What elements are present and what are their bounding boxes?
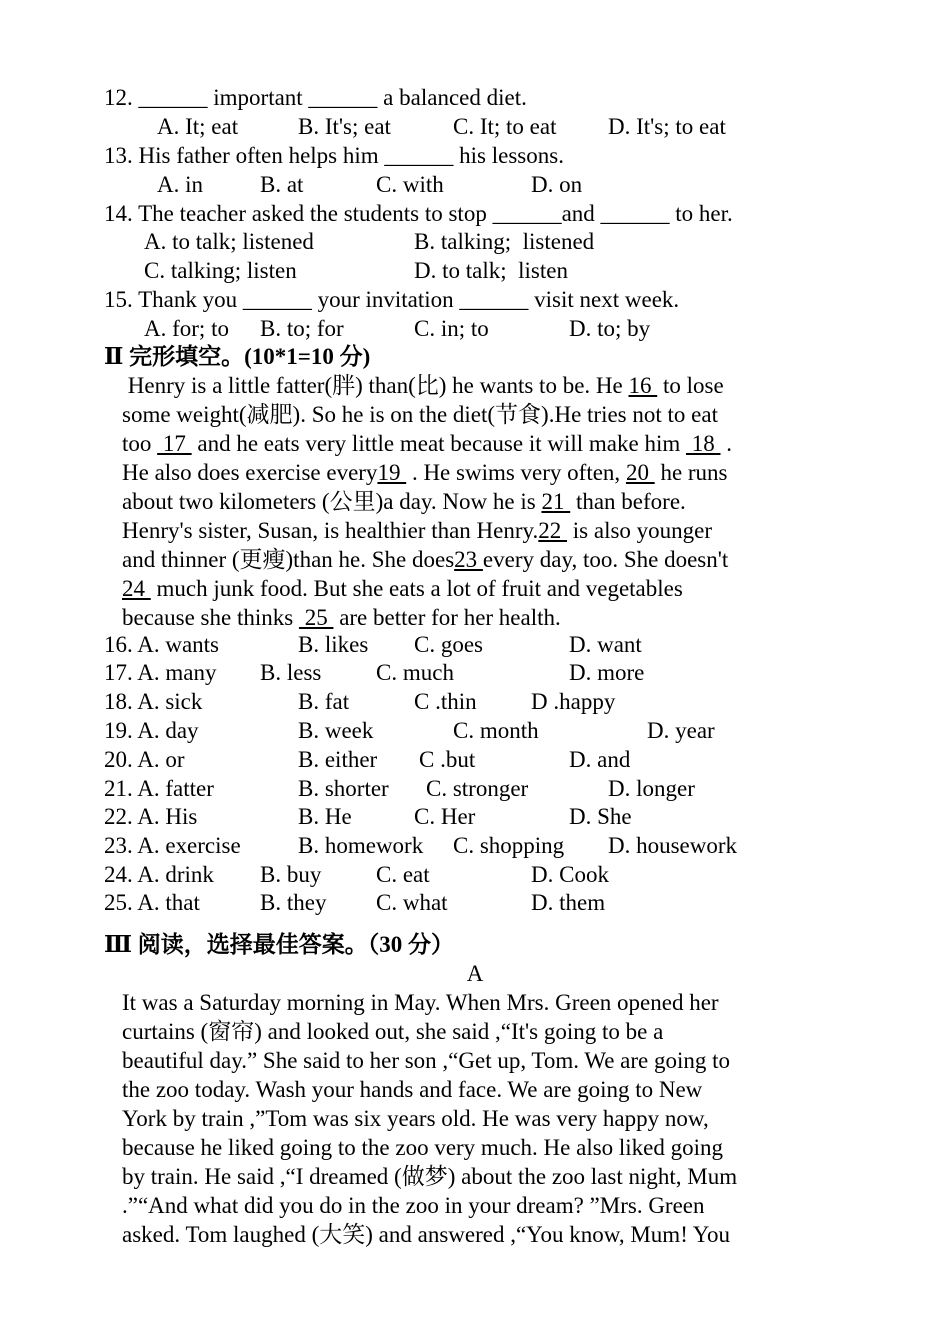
passage-line — [122, 487, 822, 516]
blank-21: 21 — [541, 489, 571, 514]
question-14-option-b: B. talking; listened — [414, 229, 595, 254]
option-16-b: B. likes — [298, 632, 369, 657]
passage-text: much junk food. But she eats a lot of fruit and vegetables — [150, 576, 683, 601]
question-15-stem: 15. Thank you ______ your invitation ______ visit next week. — [104, 287, 680, 312]
question-14-option-d: D. to talk; listen — [414, 258, 568, 283]
passage-line — [122, 545, 822, 574]
section-3-heading: Ⅲ 阅读，选择最佳答案。（30 分） — [104, 932, 455, 957]
passage-text: he runs — [654, 460, 728, 485]
passage-text: Henry is a little fatter(胖) than(比) he wants to be. He — [122, 373, 629, 398]
option-18-b: B. fat — [298, 689, 350, 714]
passage-line — [122, 458, 822, 487]
option-23-b: B. homework — [298, 833, 424, 858]
question-15-option-d: D. to; by — [569, 316, 651, 341]
passage-line: York by train ,”Tom was six years old. He was very happy now, — [122, 1106, 709, 1131]
option-19-b: B. week — [298, 718, 374, 743]
section-2-heading: Ⅱ 完形填空。(10*1=10 分) — [104, 344, 371, 369]
passage-text: . He swims very often, — [406, 460, 626, 485]
question-13-option-b: B. at — [260, 172, 304, 197]
option-16-d: D. want — [569, 632, 642, 657]
reading-passage-a — [122, 988, 822, 1249]
passage-text: than before. — [570, 489, 686, 514]
passage-text: about two kilometers (公里)a day. Now he is — [122, 489, 542, 514]
question-15-option-b: B. to; for — [260, 316, 344, 341]
option-23-c: C. shopping — [453, 833, 565, 858]
passage-line — [122, 400, 822, 429]
passage-text: Henry's sister, Susan, is healthier than Henry. — [122, 518, 539, 543]
blank-24: 24 — [122, 576, 151, 601]
option-17-a: 17. A. many — [104, 660, 217, 685]
question-14-option-a: A. to talk; listened — [144, 229, 314, 254]
option-17-d: D. more — [569, 660, 645, 685]
option-23-d: D. housework — [608, 833, 738, 858]
passage-text: is also younger — [567, 518, 713, 543]
passage-line: the zoo today. Wash your hands and face. We are going to New — [122, 1077, 703, 1102]
option-17-b: B. less — [260, 660, 322, 685]
question-15-option-c: C. in; to — [414, 316, 489, 341]
blank-17: 17 — [157, 431, 192, 456]
option-25-d: D. them — [531, 890, 606, 915]
question-13-option-a: A. in — [157, 172, 203, 197]
blank-20: 20 — [625, 460, 655, 485]
question-13-option-d: D. on — [531, 172, 583, 197]
passage-line: by train. He said ,“I dreamed (做梦) about the zoo last night, Mum — [122, 1164, 738, 1189]
passage-text: some weight(减肥). So he is on the diet(节食).He tries not to eat — [122, 402, 718, 427]
option-16-c: C. goes — [414, 632, 483, 657]
blank-16: 16 — [628, 373, 658, 398]
question-12-option-d: D. It's; to eat — [608, 114, 726, 139]
option-21-a: 21. A. fatter — [104, 776, 214, 801]
option-21-c: C. stronger — [426, 776, 529, 801]
blank-19: 19 — [377, 460, 407, 485]
passage-line: It was a Saturday morning in May. When Mrs. Green opened her — [122, 990, 719, 1015]
option-23-a: 23. A. exercise — [104, 833, 241, 858]
question-14-option-c: C. talking; listen — [144, 258, 297, 283]
option-25-b: B. they — [260, 890, 327, 915]
option-19-a: 19. A. day — [104, 718, 199, 743]
option-19-d: D. year — [647, 718, 715, 743]
option-24-b: B. buy — [260, 862, 322, 887]
passage-line: curtains (窗帘) and looked out, she said ,“It's going to be a — [122, 1019, 664, 1044]
option-24-d: D. Cook — [531, 862, 609, 887]
option-18-a: 18. A. sick — [104, 689, 203, 714]
passage-line — [122, 429, 822, 458]
option-18-c: C .thin — [414, 689, 477, 714]
option-22-c: C. Her — [414, 804, 476, 829]
passage-text: . — [720, 431, 732, 456]
option-21-b: B. shorter — [298, 776, 389, 801]
passage-line: asked. Tom laughed (大笑) and answered ,“You know, Mum! You — [122, 1222, 731, 1247]
passage-line: .”“And what did you do in the zoo in your dream? ”Mrs. Green — [122, 1193, 705, 1218]
option-24-c: C. eat — [376, 862, 430, 887]
question-13-stem: 13. His father often helps him ______ his lessons. — [104, 143, 564, 168]
blank-23: 23 — [454, 547, 483, 572]
passage-text: every day, too. She doesn't — [482, 547, 729, 572]
option-25-a: 25. A. that — [104, 890, 200, 915]
question-12-option-a: A. It; eat — [157, 114, 239, 139]
blank-18: 18 — [685, 431, 721, 456]
question-14-stem: 14. The teacher asked the students to stop ______and ______ to her. — [104, 201, 733, 226]
passage-line — [122, 371, 822, 400]
passage-text: He also does exercise every — [122, 460, 378, 485]
option-24-a: 24. A. drink — [104, 862, 214, 887]
option-17-c: C. much — [376, 660, 454, 685]
option-20-a: 20. A. or — [104, 747, 185, 772]
cloze-passage — [122, 371, 822, 632]
passage-text: too — [122, 431, 158, 456]
passage-text: and thinner (更瘦)than he. She does — [122, 547, 455, 572]
question-12-option-b: B. It's; eat — [298, 114, 391, 139]
passage-text: are better for her health. — [333, 605, 561, 630]
option-20-c: C .but — [419, 747, 476, 772]
option-18-d: D .happy — [531, 689, 616, 714]
question-12-stem: 12. ______ important ______ a balanced diet. — [104, 85, 527, 110]
passage-text: and he eats very little meat because it will make him — [191, 431, 686, 456]
passage-line — [122, 574, 822, 603]
question-13-option-c: C. with — [376, 172, 444, 197]
question-12-option-c: C. It; to eat — [453, 114, 557, 139]
option-20-d: D. and — [569, 747, 631, 772]
option-22-a: 22. A. His — [104, 804, 198, 829]
option-20-b: B. either — [298, 747, 378, 772]
option-21-d: D. longer — [608, 776, 695, 801]
question-15-option-a: A. for; to — [144, 316, 229, 341]
passage-line — [122, 516, 822, 545]
blank-22: 22 — [538, 518, 568, 543]
passage-text: because she thinks — [122, 605, 299, 630]
passage-line — [122, 603, 822, 632]
passage-line: because he liked going to the zoo very much. He also liked going — [122, 1135, 724, 1160]
reading-section-label: A — [466, 961, 484, 986]
blank-25: 25 — [298, 605, 334, 630]
passage-text: to lose — [657, 373, 724, 398]
passage-line: beautiful day.” She said to her son ,“Get up, Tom. We are going to — [122, 1048, 731, 1073]
option-25-c: C. what — [376, 890, 448, 915]
option-16-a: 16. A. wants — [104, 632, 219, 657]
option-22-d: D. She — [569, 804, 632, 829]
option-19-c: C. month — [453, 718, 539, 743]
option-22-b: B. He — [298, 804, 352, 829]
